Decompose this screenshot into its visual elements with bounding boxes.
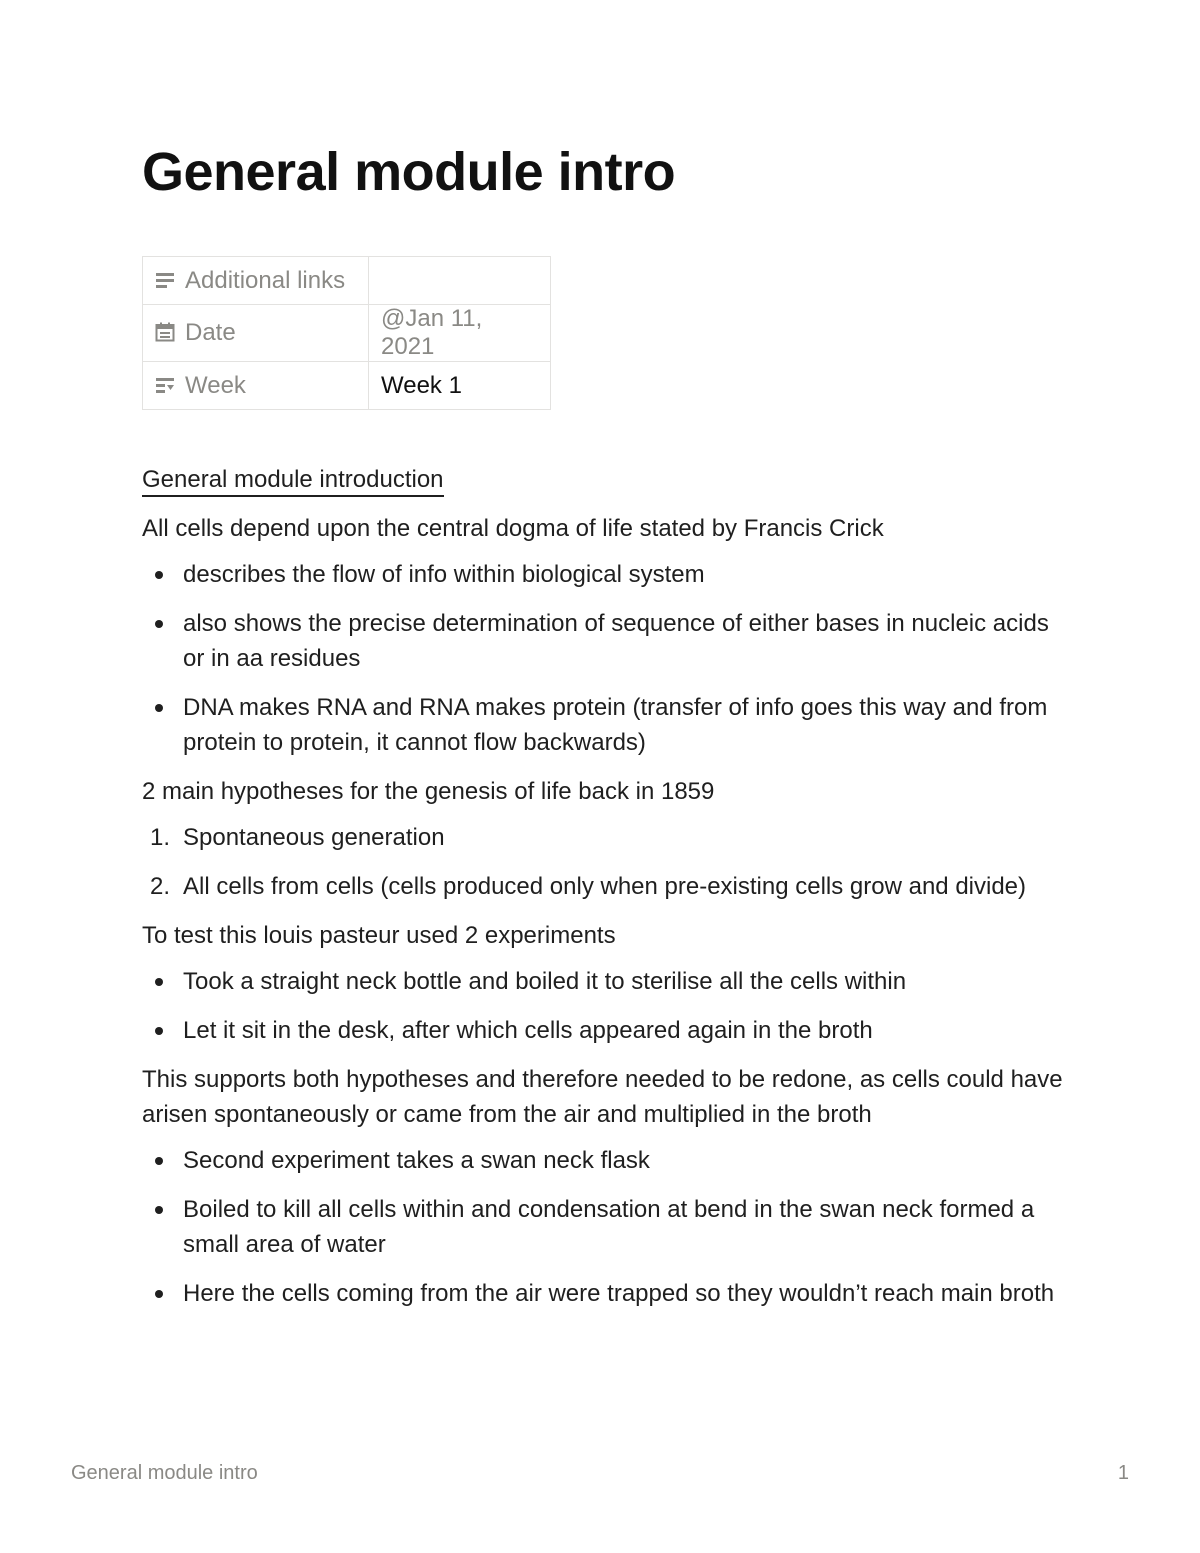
list-number: 2. xyxy=(150,873,171,900)
property-key-label: Additional links xyxy=(185,266,346,294)
list-item xyxy=(142,606,1072,676)
property-row[interactable] xyxy=(143,362,551,410)
bullet-icon xyxy=(155,704,163,712)
text-lines-icon xyxy=(155,270,175,290)
bullet-icon xyxy=(155,1027,163,1035)
list-item xyxy=(142,557,1072,592)
numbered-list xyxy=(142,820,1072,904)
list-item-text: Here the cells coming from the air were trapped so they wouldn’t reach main broth xyxy=(183,1280,1055,1307)
property-row[interactable] xyxy=(143,257,551,305)
paragraph: 2 main hypotheses for the genesis of life back in 1859 xyxy=(142,778,715,805)
property-key xyxy=(143,305,369,362)
property-value[interactable]: Week 1 xyxy=(369,362,551,410)
footer-title: General module intro xyxy=(71,1462,258,1484)
list-item xyxy=(142,820,1072,855)
bulleted-list xyxy=(142,964,1072,1048)
bullet-icon xyxy=(155,571,163,579)
property-value[interactable] xyxy=(369,257,551,305)
list-item-text: Second experiment takes a swan neck flask xyxy=(183,1147,650,1174)
list-item-text: Spontaneous generation xyxy=(183,824,445,851)
list-item xyxy=(142,1013,1072,1048)
select-icon xyxy=(155,375,175,395)
paragraph: This supports both hypotheses and therefore needed to be redone, as cells could have arisen spontaneously or came from the air and multiplied in the broth xyxy=(142,1066,1063,1128)
property-row[interactable] xyxy=(143,305,551,362)
bullet-icon xyxy=(155,978,163,986)
list-item-text: Let it sit in the desk, after which cells appeared again in the broth xyxy=(183,1017,873,1044)
page-content xyxy=(142,462,1072,1325)
list-item-text: Boiled to kill all cells within and condensation at bend in the swan neck formed a small area of water xyxy=(183,1196,1035,1258)
calendar-icon xyxy=(155,322,175,342)
bullet-icon xyxy=(155,620,163,628)
list-item xyxy=(142,690,1072,760)
bullet-icon xyxy=(155,1206,163,1214)
list-item xyxy=(142,964,1072,999)
section-link[interactable]: General module introduction xyxy=(142,465,444,497)
list-number: 1. xyxy=(150,824,171,851)
list-item-text: Took a straight neck bottle and boiled it to sterilise all the cells within xyxy=(183,968,907,995)
page-number: 1 xyxy=(1117,1462,1129,1484)
list-item-text: also shows the precise determination of sequence of either bases in nucleic acids or in aa residues xyxy=(183,610,1049,672)
bulleted-list xyxy=(142,557,1072,760)
property-value[interactable]: @Jan 11, 2021 xyxy=(369,305,551,362)
bullet-icon xyxy=(155,1290,163,1298)
paragraph: To test this louis pasteur used 2 experiments xyxy=(142,922,616,949)
paragraph: All cells depend upon the central dogma of life stated by Francis Crick xyxy=(142,515,884,542)
properties-table xyxy=(142,256,551,410)
bulleted-list xyxy=(142,1143,1072,1311)
list-item xyxy=(142,1276,1072,1311)
list-item xyxy=(142,1143,1072,1178)
list-item-text: DNA makes RNA and RNA makes protein (transfer of info goes this way and from protein to protein, it cannot flow backwards) xyxy=(183,694,1048,756)
list-item-text: All cells from cells (cells produced only when pre-existing cells grow and divide) xyxy=(183,873,1027,900)
list-item xyxy=(142,869,1072,904)
property-key-label: Date xyxy=(185,319,236,346)
list-item xyxy=(142,1192,1072,1262)
property-key xyxy=(143,257,369,305)
list-item-text: describes the flow of info within biological system xyxy=(183,561,705,588)
bullet-icon xyxy=(155,1157,163,1165)
property-key xyxy=(143,362,369,410)
page-title: General module intro xyxy=(142,142,676,202)
property-key-label: Week xyxy=(185,371,246,399)
